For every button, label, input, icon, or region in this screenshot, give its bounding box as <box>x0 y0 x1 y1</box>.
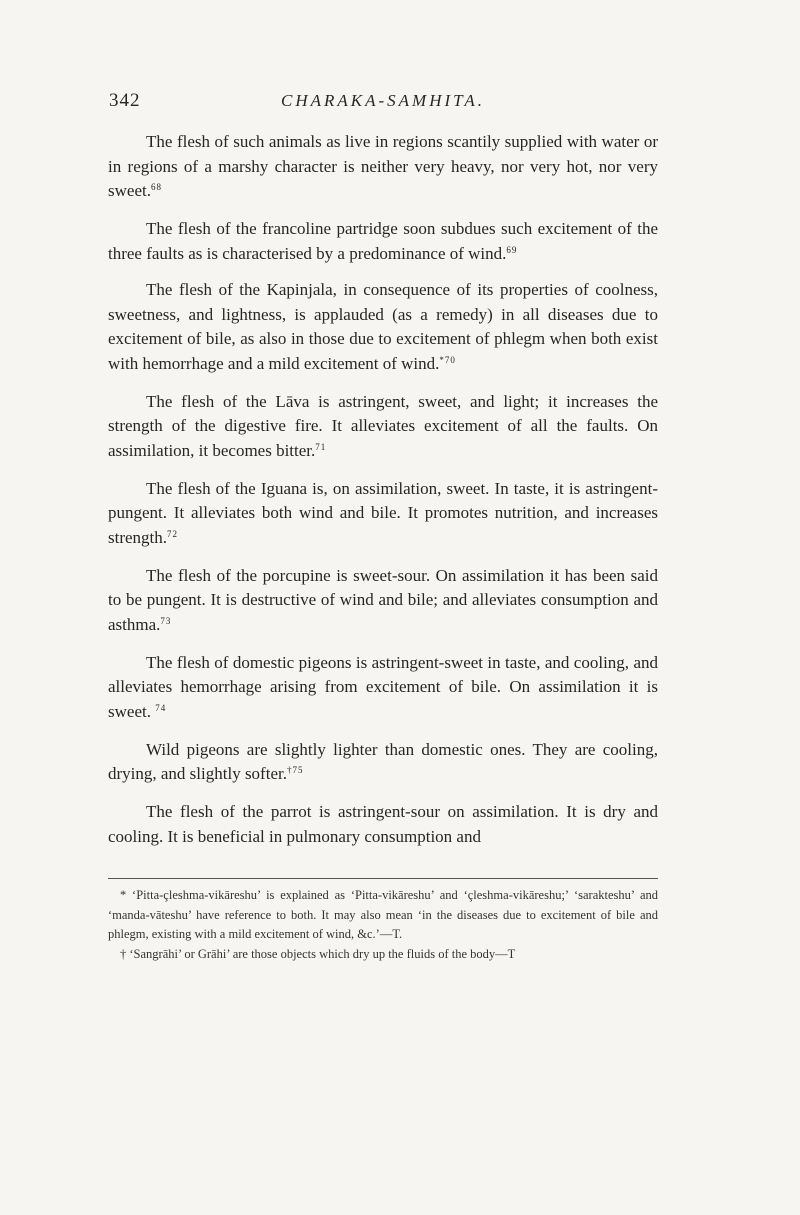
paragraph <box>108 738 658 787</box>
footnote: * ‘Pitta-çleshma-vikāreshu’ is explained as ‘Pitta-vikāreshu’ and ‘çleshma-vikāreshu;’ ‘sarakteshu’ and ‘manda-vāteshu’ have reference to both. It may also mean ‘in the diseases due to excitement of bile and phlegm, existing with a mild excitement of wind, &c.’—T. <box>108 888 658 941</box>
footnote-divider <box>108 878 658 879</box>
footnote: † ‘Sangrāhi’ or Grāhi’ are those objects which dry up the fluids of the body—T <box>120 946 516 961</box>
paragraph-text: The flesh of such animals as live in regions scantily supplied with water or in regions of a marshy character is neither very heavy, nor very hot, nor very sweet. <box>108 132 658 200</box>
verse-ref: 71 <box>315 441 327 452</box>
verse-ref: 73 <box>160 615 172 626</box>
verse-ref: †75 <box>286 765 304 775</box>
paragraph <box>108 217 658 266</box>
page-header <box>109 90 669 116</box>
paragraph-text: The flesh of the Iguana is, on assimilation, sweet. In taste, it is astringent-pungent. It alleviates both wind and bile. It promotes nutrition, and increases strength. <box>108 478 658 547</box>
verse-ref: *70 <box>439 354 456 365</box>
page-number: 342 <box>109 90 141 111</box>
paragraph <box>108 390 658 464</box>
paragraph-text: Wild pigeons are slightly lighter than domestic ones. They are cooling, drying, and slightly softer. <box>108 739 658 783</box>
paragraph-text: The flesh of the Kapinjala, in consequence of its properties of coolness, sweetness, and lightness, is applauded (as a remedy) in all diseases due to excitement of bile, as also in those due to excitement of phlegm when both exist with hemorrhage and a mild excitement of wind. <box>108 280 658 373</box>
paragraph <box>108 477 658 551</box>
footnotes <box>108 886 658 964</box>
paragraph <box>108 651 658 725</box>
running-title: CHARAKA-SAMHITA. <box>281 91 485 110</box>
paragraph <box>108 564 658 638</box>
paragraph-text: The flesh of the francoline partridge soon subdues such excitement of the three faults as is characterised by a predominance of wind. <box>108 219 658 263</box>
verse-ref: 68 <box>150 182 162 192</box>
paragraph <box>108 800 658 849</box>
paragraph-text: The flesh of domestic pigeons is astringent-sweet in taste, and cooling, and alleviates hemorrhage arising from excitement of bile. On assimilation it is sweet. <box>108 652 658 721</box>
paragraph <box>108 278 658 376</box>
body-text <box>108 130 658 863</box>
verse-ref: 74 <box>155 702 167 713</box>
paragraph-text: The flesh of the Lāva is astringent, sweet, and light; it increases the strength of the digestive fire. It alleviates excitement of all the faults. On assimilation, it becomes bitter. <box>108 391 658 460</box>
paragraph <box>108 130 658 204</box>
paragraph-text: The flesh of the parrot is astringent-sour on assimilation. It is dry and cooling. It is beneficial in pulmonary consumption and <box>108 802 658 846</box>
verse-ref: 69 <box>506 244 518 255</box>
verse-ref: 72 <box>167 528 179 539</box>
paragraph-text: The flesh of the porcupine is sweet-sour. On assimilation it has been said to be pungent. It is destructive of wind and bile; and alleviates consumption and asthma. <box>108 565 658 634</box>
